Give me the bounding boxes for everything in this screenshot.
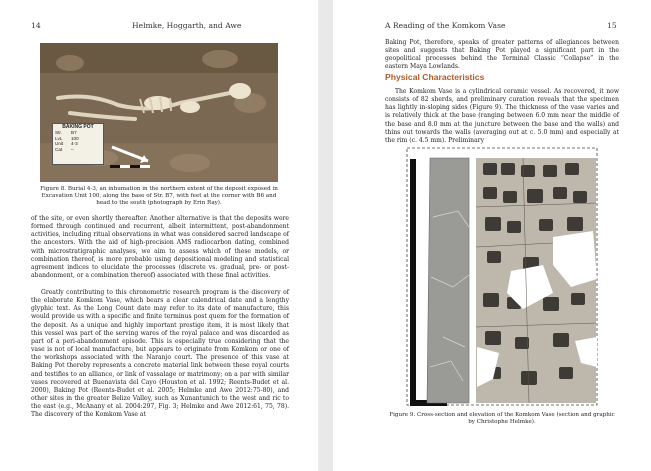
burial-photograph (40, 43, 278, 182)
left-page (0, 0, 318, 471)
photo-tag-row: Cat (55, 146, 63, 152)
komkom-vase-figure (403, 147, 600, 407)
section-heading: Physical Characteristics (385, 72, 485, 82)
right-paragraph-1: Baking Pot, therefore, speaks of greater patterns of allegiances between sites and suggests that Baking Pot played a significant part in the geopolitical processes behind the Terminal Classic “Collapse” in the eastern Maya Lowlands. (385, 39, 619, 71)
page-number-right: 15 (607, 21, 617, 30)
photo-tag-value: 4-3 (71, 141, 78, 147)
left-paragraph-1: of the site, or even shortly thereafter. Another alternative is that the deposits were formed through continued and recurrent, albeit intermittent, post-abandonment activities, including ritual observations in what was considered sacred landscape of the ancestors. With the aid of high-precision AMS radiocarbon dating, combined with microstratigraphic analyses, we aim to assess which of these models, or combination thereof, is more probable using depositional modeling and statistical agreement indices to elucidate the processes (discrete vs. gradual, pre- or post-abandonment, or a combination thereof) associated with these final activities. (31, 215, 289, 280)
figure-8-caption: Figure 8. Burial 4-3, an inhumation in the northern extent of the deposit exposed in Excavation Unit 100, along the base of Str. B7, with feet at the corner with B6 and head to the south (photograph by Erin Ray). (40, 186, 278, 207)
photo-tag-row: Unit (55, 141, 64, 147)
photo-tag-value: – (71, 146, 74, 152)
photo-tag-row: LvL (55, 135, 63, 141)
north-arrow-and-scale (108, 141, 178, 171)
figure-9-caption: Figure 9. Cross-section and elevation of the Komkom Vase (section and graphic by Christophe Helmke). (389, 412, 615, 426)
running-head-left: Helmke, Hoggarth, and Awe (132, 21, 242, 30)
running-head-right: A Reading of the Komkom Vase (385, 21, 506, 30)
page-number-left: 14 (31, 21, 41, 30)
photo-tag-title: BAKING POT (62, 124, 94, 130)
komkom-vase-drawing (403, 147, 600, 407)
photo-tag-value: 100 (71, 135, 79, 141)
right-page (333, 0, 651, 471)
photo-tag-row: Str. (55, 130, 62, 136)
right-paragraph-2: The Komkom Vase is a cylindrical ceramic vessel. As recovered, it now consists of 82 sherds, and preliminary curation reveals that the specimen has lightly in-sloping sides (Figure 9). The thickness of the vase varies and is relatively thick at the base (ranging between 6.0 mm near the middle of the base and 8.0 mm at the juncture between the base and the walls) and thins out towards the walls (averaging out at c. 5.0 mm) and especially at the rim (c. 4.5 mm). Preliminary (385, 88, 619, 144)
photo-tag-value: B7 (71, 130, 77, 136)
photo-tag-card (52, 123, 104, 165)
left-paragraph-2: Greatly contributing to this chronometric research program is the discovery of the elaborate Komkom Vase, which bears a clear calendrical date and a lengthy glyphic text. As the Long Count date may refer to its date of manufacture, this would provide us with a specific and finite terminus post quem for the formation of the deposit. As a unique and highly important prestige item, it is most likely that this vessel was part of the serving wares of the royal palace and was discarded as part of a peri-abandonment episode. This is especially true considering that the vase is not of local manufacture, but appears to originate from Komkom or one of the workshops associated with the Naranjo court. The presence of this vase at Baking Pot thereby represents a concrete material link between these royal courts and testifies to an alliance, or link of vassalage or matrimony; on a par with similar vases recovered at Buenavista del Cayo (Houston et al. 1992; Reents-Budet et al. 2000), Baking Pot (Reents-Budet et al. 2005; Helmke and Awe 2012:75-80), and other sites in the greater Belize Valley, such as Xunantunich to the west and ric to the east (e.g., McAnany et al. 2004:297, Fig. 3; Helmke and Awe 2012:61, 75, 78). The discovery of the Komkom Vase at (31, 289, 289, 419)
